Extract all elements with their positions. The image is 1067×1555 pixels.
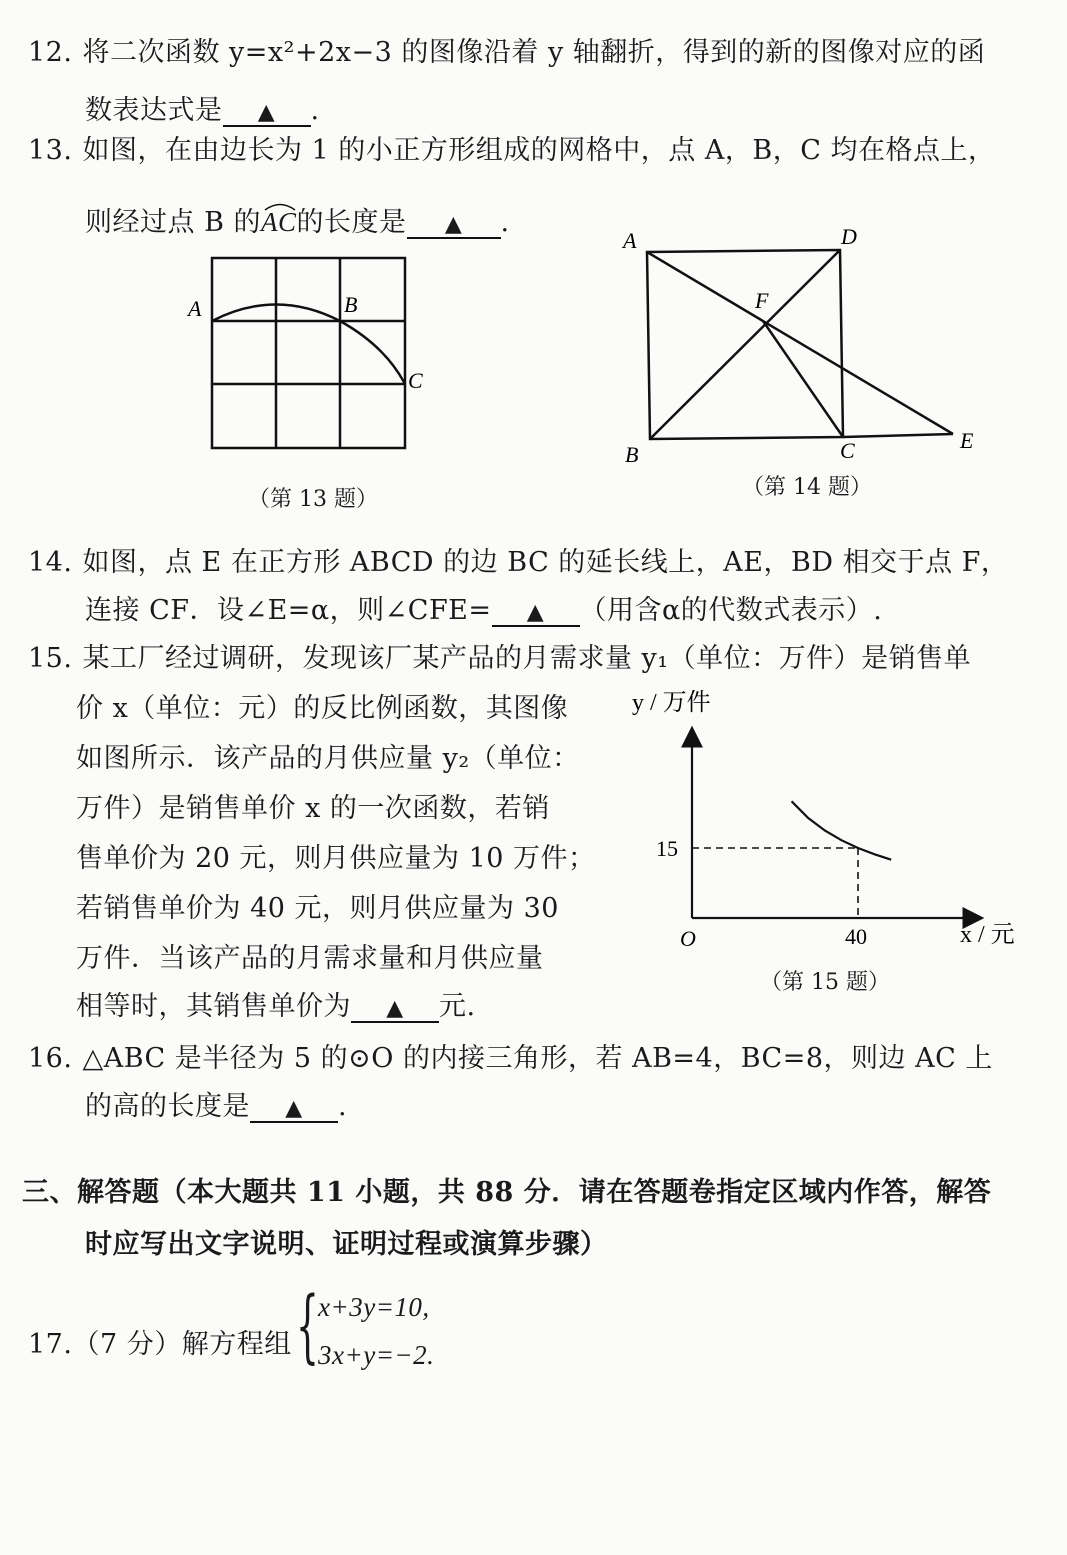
q14-text2a: 连接 CF．设∠E=α，则∠CFE= xyxy=(85,595,492,626)
q13-arc-text: AC xyxy=(261,207,297,237)
q14-line-CE xyxy=(843,434,953,437)
section3-subheading: 时应写出文字说明、证明过程或演算步骤） xyxy=(85,1229,608,1260)
q15-caption: （第 15 题） xyxy=(760,970,890,995)
q16-end: . xyxy=(338,1091,348,1122)
q16-answer-blank[interactable]: ▲ xyxy=(250,1097,338,1123)
q13-line1 xyxy=(28,128,995,167)
q14-text2b: （用含α的代数式表示）. xyxy=(579,595,883,626)
q17-equation-1: x+3y=10, xyxy=(318,1292,430,1322)
q12-text1: 将二次函数 y=x²+2x−3 的图像沿着 y 轴翻折，得到的新的图像对应的函 xyxy=(82,37,986,68)
q12-end: . xyxy=(310,95,320,126)
y-tick-label: 15 xyxy=(656,836,678,861)
q13-label-A: A xyxy=(188,296,202,321)
q12-number: 12. xyxy=(28,37,73,68)
q15-text8: 相等时，其销售单价为 xyxy=(76,991,351,1022)
q16-text1: △ABC 是半径为 5 的⊙O 的内接三角形，若 AB=4，BC=8，则边 AC 上 xyxy=(82,1043,993,1074)
q14-line-BD xyxy=(650,250,840,439)
q14-label-A: A xyxy=(623,228,637,253)
q15-line2: 价 x（单位：元）的反比例函数，其图像 xyxy=(76,693,569,724)
q15-end: 元. xyxy=(439,991,476,1022)
q17-number: 17. xyxy=(28,1329,73,1360)
origin-label: O xyxy=(680,926,696,951)
q14-label-B: B xyxy=(625,442,639,467)
q15-line3: 如图所示．该产品的月供应量 y₂（单位： xyxy=(76,743,580,774)
q12-answer-blank[interactable]: ▲ xyxy=(223,101,311,127)
q15-line6: 若销售单价为 40 元，则月供应量为 30 xyxy=(76,893,559,924)
q13-answer-blank[interactable]: ▲ xyxy=(407,213,501,239)
q15-line5: 售单价为 20 元，则月供应量为 10 万件； xyxy=(76,843,596,874)
q13-text1: 如图，在由边长为 1 的小正方形组成的网格中，点 A，B，C 均在格点上， xyxy=(82,135,996,166)
q16-line2 xyxy=(85,1084,347,1123)
q13-label-C: C xyxy=(408,368,423,393)
q14-label-F: F xyxy=(755,288,769,313)
q12-line2 xyxy=(85,88,320,127)
q15-line4: 万件）是销售单价 x 的一次函数，若销 xyxy=(76,793,550,824)
q14-text1: 如图，点 E 在正方形 ABCD 的边 BC 的延长线上，AE，BD 相交于点 F， xyxy=(82,547,1009,578)
q15-line8 xyxy=(76,984,476,1023)
q14-label-E: E xyxy=(960,428,974,453)
q13-figure xyxy=(180,250,423,460)
q14-answer-blank[interactable]: ▲ xyxy=(492,601,580,627)
q14-number: 14. xyxy=(28,547,73,578)
q14-label-C: C xyxy=(840,438,855,463)
q13-number: 13. xyxy=(28,135,73,166)
q13-line2 xyxy=(85,200,510,239)
q12-text2: 数表达式是 xyxy=(85,95,223,126)
q13-arc xyxy=(212,305,405,385)
q14-caption: （第 14 题） xyxy=(742,475,872,500)
q15-line7: 万件．当该产品的月需求量和月供应量 xyxy=(76,943,544,974)
arc-mark-icon xyxy=(263,201,297,211)
q13-label-B: B xyxy=(344,292,358,317)
q12-line1 xyxy=(28,30,985,69)
q14-line-CF xyxy=(763,321,843,437)
section3-heading: 三、解答题（本大题共 11 小题，共 88 分．请在答题卷指定区域内作答，解答 xyxy=(22,1177,992,1208)
q14-figure xyxy=(615,222,985,472)
q15-number: 15. xyxy=(28,643,73,674)
q15-text1: 某工厂经过调研，发现该厂某产品的月需求量 y₁（单位：万件）是销售单 xyxy=(82,643,972,674)
q17-line xyxy=(28,1322,292,1361)
q13-caption: （第 13 题） xyxy=(248,487,378,512)
q15-line1 xyxy=(28,636,971,675)
q15-graph xyxy=(630,680,1050,970)
q15-answer-blank[interactable]: ▲ xyxy=(351,997,439,1023)
y-axis-label: y / 万件 xyxy=(632,690,711,716)
q16-line1 xyxy=(28,1036,993,1075)
q17-label: （7 分）解方程组 xyxy=(72,1329,292,1360)
q13-grid-border xyxy=(212,258,405,448)
demand-curve xyxy=(792,801,892,859)
brace-icon: { xyxy=(296,1279,319,1372)
q13-end: . xyxy=(500,207,510,238)
q16-text2: 的高的长度是 xyxy=(85,1091,250,1122)
q14-label-D: D xyxy=(841,224,857,249)
q13-arc-label xyxy=(261,207,297,238)
q17-equation-2: 3x+y=−2. xyxy=(318,1340,435,1370)
q13-text2a: 则经过点 B 的 xyxy=(85,207,262,238)
x-axis-label: x / 元 xyxy=(960,922,1015,948)
q14-line-AE xyxy=(647,252,953,434)
x-tick-label: 40 xyxy=(845,924,867,949)
q14-line2 xyxy=(85,588,882,627)
q14-line1 xyxy=(28,540,1008,579)
q13-text2b: 的长度是 xyxy=(296,207,407,238)
q16-number: 16. xyxy=(28,1043,73,1074)
